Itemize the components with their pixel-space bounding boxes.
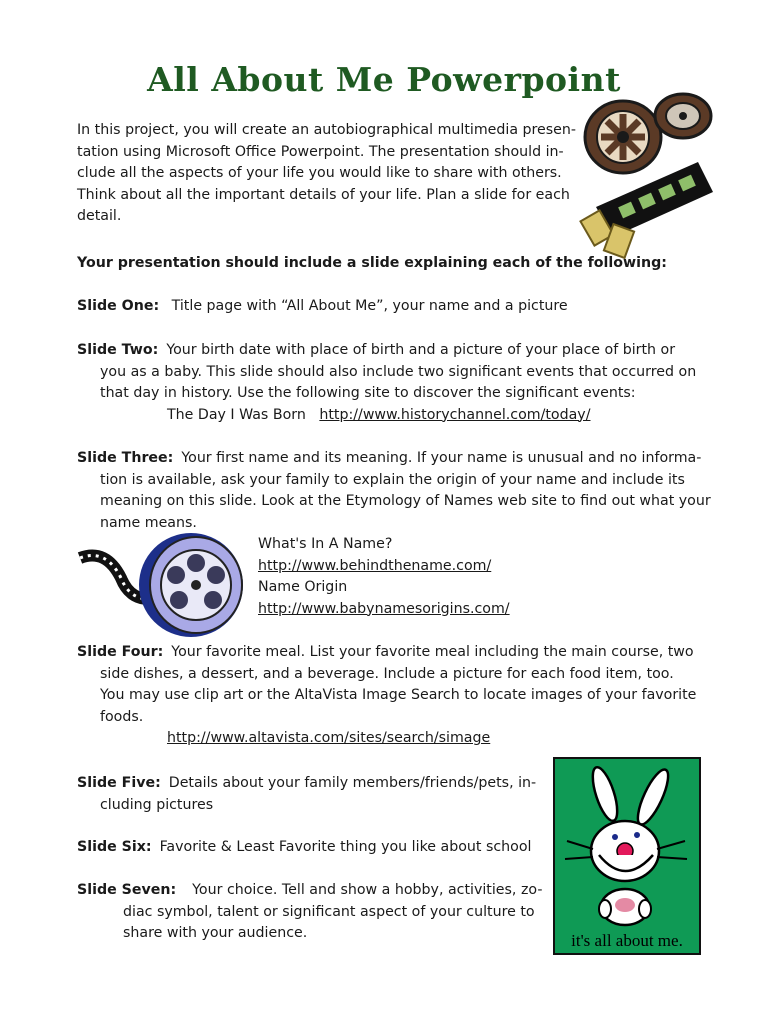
slide-six-block [77, 837, 547, 859]
intro-line: clude all the aspects of your life you would like to share with others. [77, 165, 562, 181]
slide-three-line: meaning on this slide. Look at the Etymology of Names web site to find out what your [100, 493, 711, 509]
slide-three-label: Slide Three: [77, 450, 174, 466]
resource-title: What's In A Name? [258, 536, 393, 552]
slide-five-line: cluding pictures [100, 796, 214, 813]
slide-seven-block [77, 880, 547, 945]
slide-three-block [77, 448, 717, 534]
slide-seven-line: share with your audience. [123, 925, 308, 941]
history-channel-link[interactable]: http://www.historychannel.com/today/ [319, 406, 591, 423]
name-resources [258, 534, 558, 620]
slide-two-line: that day in history. Use the following site to discover the significant events: [100, 385, 636, 401]
slide-four-label: Slide Four: [77, 644, 164, 660]
slide-seven-label: Slide Seven: [77, 882, 177, 898]
slide-five-line: Details about your family members/friends/pets, in- [168, 775, 537, 791]
page-title: All About Me Powerpoint [147, 60, 621, 99]
requirement-heading: Your presentation should include a slide explaining each of the following: [77, 255, 667, 271]
slide-three-line: name means. [100, 514, 197, 531]
slide-two-link-prefix: The Day I Was Born [167, 406, 306, 423]
slide-two-label: Slide Two: [77, 342, 159, 358]
slide-five-label: Slide Five: [77, 775, 161, 791]
intro-line: tation using Microsoft Office Powerpoint. The presentation should in- [77, 143, 564, 160]
intro-line: detail. [77, 208, 122, 224]
slide-three-line: Your first name and its meaning. If your name is unusual and no informa- [181, 450, 702, 466]
film-reel-icon [76, 528, 246, 640]
babynamesorigins-link[interactable]: http://www.babynamesorigins.com/ [258, 600, 510, 617]
slide-five-block [77, 773, 547, 816]
slide-four-line: Your favorite meal. List your favorite meal including the main course, two [171, 644, 694, 660]
behindthename-link[interactable]: http://www.behindthename.com/ [258, 557, 492, 574]
slide-four-block [77, 642, 717, 750]
slide-one-block [77, 296, 697, 318]
slide-six-line: Favorite & Least Favorite thing you like about school [159, 839, 532, 855]
slide-seven-line: Your choice. Tell and show a hobby, activities, zo- [192, 882, 543, 898]
slide-four-line: You may use clip art or the AltaVista Image Search to locate images of your favorite [100, 687, 697, 703]
bunny-image [553, 757, 701, 955]
film-reel-icon [578, 92, 718, 262]
bunny-icon [555, 759, 699, 931]
bunny-caption: it's all about me. [555, 931, 699, 953]
slide-one-text: Title page with “All About Me”, your name and a picture [171, 298, 568, 314]
slide-six-label: Slide Six: [77, 839, 152, 855]
resource-title: Name Origin [258, 579, 348, 595]
slide-two-block [77, 340, 717, 426]
slide-seven-line: diac symbol, talent or significant aspect of your culture to [123, 903, 535, 920]
intro-paragraph [77, 120, 577, 228]
slide-four-line: side dishes, a dessert, and a beverage. Include a picture for each food item, too. [100, 665, 674, 682]
slide-one-label: Slide One: [77, 298, 160, 314]
slide-four-line: foods. [100, 708, 144, 725]
slide-two-line: you as a baby. This slide should also include two significant events that occurred on [100, 363, 697, 380]
intro-line: In this project, you will create an autobiographical multimedia presen- [77, 122, 577, 138]
slide-two-line: Your birth date with place of birth and a picture of your place of birth or [166, 342, 676, 358]
altavista-link[interactable]: http://www.altavista.com/sites/search/simage [167, 730, 491, 746]
intro-line: Think about all the important details of your life. Plan a slide for each [77, 186, 570, 203]
slide-three-line: tion is available, ask your family to explain the origin of your name and include its [100, 471, 685, 488]
